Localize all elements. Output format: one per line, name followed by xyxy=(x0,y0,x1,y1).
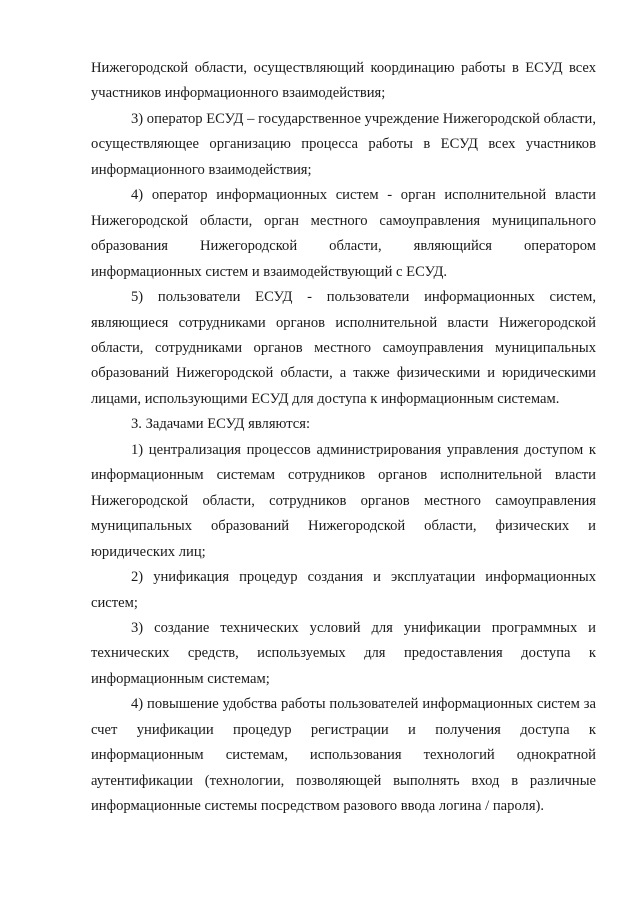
paragraph-task-4: 4) повышение удобства работы пользователей информационных систем за счет унификации процедур регистрации и получения доступа к информационным системам, использования технологий однократной аутентификации (технологии, позволяющей выполнять вход в различные информационные системы посредством разового ввода логина / пароля). xyxy=(91,696,596,815)
paragraph-task-3: 3) создание технических условий для унификации программных и технических средств, используемых для предоставления доступа к информационным системам; xyxy=(91,619,596,687)
section-heading-tasks: 3. Задачами ЕСУД являются: xyxy=(131,416,311,433)
paragraph-continuation: Нижегородской области, осуществляющий координацию работы в ЕСУД всех участников информационного взаимодействия; xyxy=(91,60,596,102)
document-body xyxy=(91,56,596,820)
paragraph-item-4-systems-operator: 4) оператор информационных систем - орган исполнительной власти Нижегородской области, орган местного самоуправления муниципального образования Нижегородской области, являющийся оператором информационных систем и взаимодействующий с ЕСУД. xyxy=(91,187,596,280)
paragraph-task-1: 1) централизация процессов администрирования управления доступом к информационным системам сотрудников органов исполнительной власти Нижегородской области, сотрудников органов местного самоуправления муниципальных образований Нижегородской области, физических и юридических лиц; xyxy=(91,441,596,560)
paragraph-item-5-esud-users: 5) пользователи ЕСУД - пользователи информационных систем, являющиеся сотрудниками органов исполнительной власти Нижегородской области, сотрудниками органов местного самоуправления муниципальных образований Нижегородской области, а также физическими и юридическими лицами, использующими ЕСУД для доступа к информационным системам. xyxy=(91,289,596,407)
paragraph-item-3-esud-operator: 3) оператор ЕСУД – государственное учреждение Нижегородской области, осуществляющее организацию процесса работы в ЕСУД всех участников информационного взаимодействия; xyxy=(91,110,596,178)
paragraph-task-2: 2) унификация процедур создания и эксплуатации информационных систем; xyxy=(91,569,596,611)
